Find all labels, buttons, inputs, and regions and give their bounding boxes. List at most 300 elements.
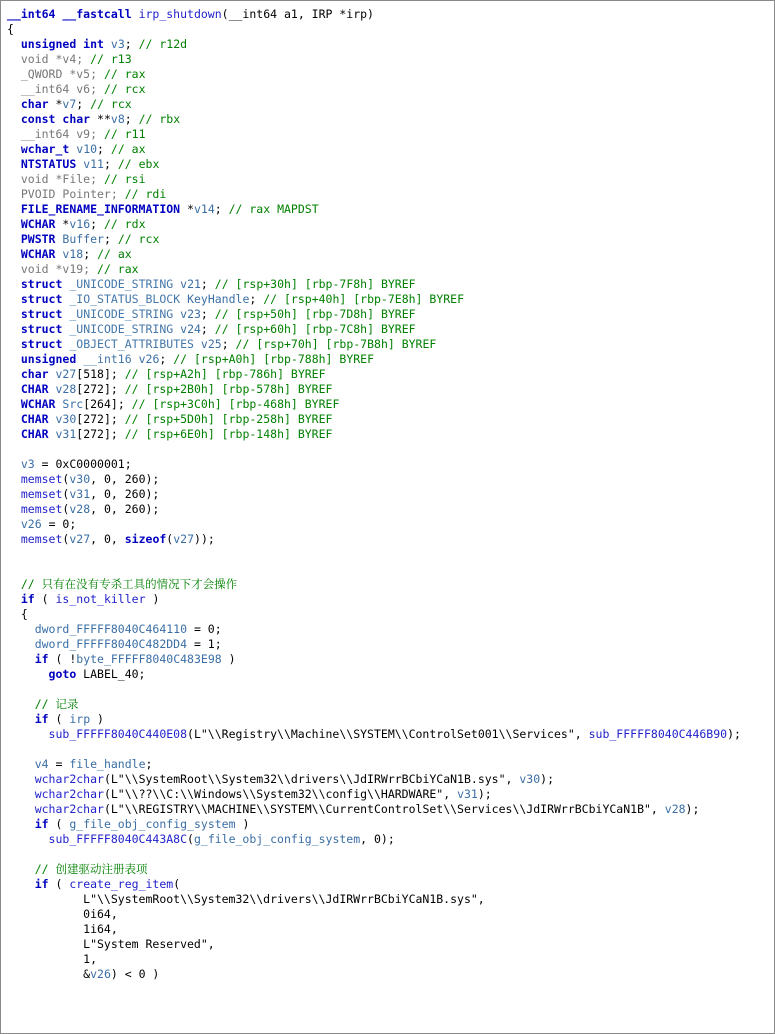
code-token xyxy=(7,622,35,636)
code-token: void * xyxy=(7,172,63,186)
code-token: ; xyxy=(110,187,125,201)
code-token xyxy=(7,877,35,891)
pseudocode-text xyxy=(7,7,770,982)
code-token: ( xyxy=(62,472,70,486)
code-token: // ax xyxy=(97,247,132,261)
code-token: irp_shutdown xyxy=(138,7,222,21)
code-token: struct xyxy=(20,322,63,336)
code-token: v30 xyxy=(519,772,541,786)
code-token: // 记录 xyxy=(34,697,79,711)
code-token: ; xyxy=(76,97,91,111)
code-line xyxy=(7,877,770,892)
code-token xyxy=(7,487,21,501)
code-token: memset xyxy=(20,532,63,546)
code-token: ); xyxy=(477,787,492,801)
code-token: ; xyxy=(103,157,118,171)
code-token: v9 xyxy=(76,127,91,141)
code-token: ; xyxy=(200,322,215,336)
code-token: = 0; xyxy=(187,622,222,636)
code-token: // [rsp+50h] [rbp-7D8h] BYREF xyxy=(214,307,416,321)
code-token: v31 xyxy=(457,787,478,801)
code-token: PWSTR xyxy=(20,232,56,246)
code-token: [264]; xyxy=(83,397,132,411)
code-token: if xyxy=(34,877,49,891)
code-token: ; xyxy=(200,277,215,291)
code-token: void * xyxy=(7,262,63,276)
code-token xyxy=(7,802,35,816)
code-token: sub_FFFFF8040C443A8C xyxy=(48,832,188,846)
code-token: wchar_t xyxy=(20,142,70,156)
code-token: ; xyxy=(221,337,236,351)
code-token xyxy=(7,772,35,786)
code-token: memset xyxy=(20,472,63,486)
code-token: unsigned int xyxy=(20,37,104,51)
code-token: Buffer xyxy=(62,232,104,246)
code-token: , 0, 260); xyxy=(90,502,160,516)
code-token: *v5 xyxy=(69,67,91,81)
code-line xyxy=(7,712,770,727)
code-token: v27 xyxy=(173,532,195,546)
code-token xyxy=(7,202,21,216)
code-line xyxy=(7,232,770,247)
code-token: , 0, 260); xyxy=(90,487,160,501)
code-token xyxy=(7,352,21,366)
code-line xyxy=(7,607,770,622)
code-token: WCHAR xyxy=(20,247,56,261)
code-line xyxy=(7,757,770,772)
code-line xyxy=(7,952,770,967)
code-line xyxy=(7,172,770,187)
code-token: ) xyxy=(145,592,160,606)
code-token: ; xyxy=(76,52,91,66)
code-line xyxy=(7,517,770,532)
code-token: goto xyxy=(48,667,77,681)
code-token: ; xyxy=(90,172,104,186)
code-token: ; xyxy=(90,217,104,231)
code-token: // [rsp+A0h] [rbp-788h] BYREF xyxy=(173,352,375,366)
code-line xyxy=(7,457,770,472)
code-token: // [rsp+5D0h] [rbp-258h] BYREF xyxy=(124,412,333,426)
code-line xyxy=(7,397,770,412)
code-token: sizeof xyxy=(124,532,167,546)
code-line xyxy=(7,697,770,712)
code-token: if xyxy=(34,652,49,666)
code-line xyxy=(7,112,770,127)
code-token: // [rsp+2B0h] [rbp-578h] BYREF xyxy=(124,382,333,396)
code-token: , 0); xyxy=(360,832,395,846)
code-token: // rax xyxy=(97,262,139,276)
code-token xyxy=(7,472,21,486)
code-token: WCHAR xyxy=(20,217,56,231)
code-token: ); xyxy=(540,772,555,786)
code-token: const char xyxy=(20,112,91,126)
code-token: memset xyxy=(20,487,63,501)
code-token: wchar2char xyxy=(34,772,104,786)
code-token xyxy=(49,382,56,396)
code-token: ( xyxy=(187,832,194,846)
code-line xyxy=(7,667,770,682)
code-token: ( xyxy=(48,877,70,891)
code-token: sub_FFFFF8040C446B90 xyxy=(588,727,728,741)
code-token: // [rsp+70h] [rbp-7B8h] BYREF xyxy=(235,337,437,351)
code-token xyxy=(7,412,21,426)
code-token: v26 xyxy=(138,352,160,366)
code-token: L"System Reserved", xyxy=(7,937,215,951)
code-token: // rcx xyxy=(90,97,132,111)
code-line xyxy=(7,472,770,487)
code-token xyxy=(7,712,35,726)
code-token: char xyxy=(20,367,49,381)
code-token: ; xyxy=(103,232,118,246)
code-token: file_handle xyxy=(69,757,146,771)
code-token: v24 xyxy=(180,322,201,336)
code-line xyxy=(7,367,770,382)
code-token: NTSTATUS xyxy=(20,157,77,171)
code-line xyxy=(7,22,770,37)
code-token: & xyxy=(7,967,91,981)
code-token: File xyxy=(62,172,91,186)
code-token: // [rsp+6E0h] [rbp-148h] BYREF xyxy=(124,427,333,441)
code-token: unsigned xyxy=(20,352,77,366)
code-token xyxy=(49,412,56,426)
code-token: ( xyxy=(48,817,70,831)
code-token xyxy=(7,427,21,441)
code-token: v7 xyxy=(62,97,77,111)
code-line xyxy=(7,217,770,232)
code-token: )); xyxy=(194,532,215,546)
code-token: memset xyxy=(20,502,63,516)
code-token: v27 xyxy=(69,532,91,546)
code-token: v28 xyxy=(664,802,686,816)
code-token xyxy=(7,37,21,51)
code-token xyxy=(7,142,21,156)
code-token: v30 xyxy=(69,472,91,486)
code-token: v16 xyxy=(69,217,91,231)
code-line xyxy=(7,832,770,847)
code-token: * xyxy=(180,202,194,216)
code-line xyxy=(7,772,770,787)
code-token xyxy=(7,217,21,231)
code-token: [272]; xyxy=(76,412,125,426)
code-line xyxy=(7,52,770,67)
code-token: ; xyxy=(83,262,98,276)
code-token xyxy=(132,352,139,366)
code-token: ) xyxy=(221,652,236,666)
code-token: wchar2char xyxy=(34,787,104,801)
code-line xyxy=(7,247,770,262)
code-token xyxy=(7,532,21,546)
code-token: if xyxy=(20,592,35,606)
code-token xyxy=(7,322,21,336)
code-token: _UNICODE_STRING xyxy=(69,322,174,336)
code-token: // [rsp+60h] [rbp-7C8h] BYREF xyxy=(214,322,416,336)
code-token: L"\\SystemRoot\\System32\\drivers\\JdIRWrrBCbiYCaN1B.sys", xyxy=(7,892,485,906)
code-token: (__int64 a1, IRP *irp) xyxy=(221,7,374,21)
code-token: ** xyxy=(90,112,111,126)
code-token xyxy=(7,787,35,801)
code-token xyxy=(7,592,21,606)
code-token: ); xyxy=(727,727,741,741)
code-line xyxy=(7,637,770,652)
code-token: (L"\\REGISTRY\\MACHINE\\SYSTEM\\CurrentControlSet\\Services\\JdIRWrrBCbiYCaN1B", xyxy=(103,802,665,816)
code-token xyxy=(7,367,21,381)
code-token: ; xyxy=(97,142,111,156)
code-token: ; xyxy=(90,127,104,141)
code-token xyxy=(7,862,35,876)
code-line xyxy=(7,412,770,427)
code-token: ( xyxy=(62,532,70,546)
code-token: void * xyxy=(7,52,63,66)
code-token: v3 xyxy=(110,37,125,51)
code-token: v30 xyxy=(55,412,77,426)
code-line xyxy=(7,7,770,22)
code-token xyxy=(7,232,21,246)
code-token xyxy=(7,667,49,681)
code-token: // rcx xyxy=(103,82,146,96)
code-token: ); xyxy=(685,802,700,816)
code-line xyxy=(7,817,770,832)
code-token: LABEL_40; xyxy=(76,667,146,681)
code-line xyxy=(7,652,770,667)
code-token: = 1; xyxy=(187,637,222,651)
code-token: ) xyxy=(235,817,250,831)
code-token: sub_FFFFF8040C440E08 xyxy=(48,727,188,741)
code-line xyxy=(7,682,770,697)
code-token: { xyxy=(7,607,28,621)
code-token: v8 xyxy=(110,112,125,126)
code-line xyxy=(7,922,770,937)
code-token: char xyxy=(20,97,49,111)
code-token xyxy=(7,577,21,591)
code-token: // ax xyxy=(110,142,146,156)
code-token: = 0xC0000001; xyxy=(34,457,132,471)
code-token xyxy=(7,292,21,306)
code-token: ) xyxy=(90,712,104,726)
code-token: // r13 xyxy=(90,52,132,66)
code-token: (L"\\??\\C:\\Windows\\System32\\config\\HARDWARE", xyxy=(103,787,458,801)
code-token: * xyxy=(55,217,70,231)
code-line xyxy=(7,262,770,277)
code-line xyxy=(7,787,770,802)
code-token: v28 xyxy=(69,502,91,516)
code-token: v26 xyxy=(90,967,111,981)
code-line xyxy=(7,967,770,982)
code-token: // [rsp+40h] [rbp-7E8h] BYREF xyxy=(263,292,465,306)
code-token: // rax xyxy=(103,67,146,81)
code-token: PVOID xyxy=(7,187,63,201)
code-line xyxy=(7,562,770,577)
code-token xyxy=(7,637,35,651)
code-token: is_not_killer xyxy=(55,592,146,606)
code-token xyxy=(194,337,201,351)
code-line xyxy=(7,277,770,292)
code-token xyxy=(104,37,111,51)
code-token xyxy=(7,397,21,411)
code-token: // rsi xyxy=(103,172,146,186)
code-line xyxy=(7,37,770,52)
code-token xyxy=(7,727,49,741)
code-token: __int64 xyxy=(7,82,77,96)
code-token: v6 xyxy=(76,82,91,96)
code-token xyxy=(7,832,49,846)
code-token: v10 xyxy=(76,142,98,156)
code-line xyxy=(7,127,770,142)
code-token: ; xyxy=(90,67,104,81)
code-token xyxy=(7,157,21,171)
code-line xyxy=(7,157,770,172)
code-line xyxy=(7,292,770,307)
code-token: * xyxy=(48,97,63,111)
code-token: // ebx xyxy=(117,157,160,171)
code-line xyxy=(7,802,770,817)
code-line xyxy=(7,67,770,82)
code-line xyxy=(7,532,770,547)
code-line xyxy=(7,142,770,157)
code-token: // [rsp+3C0h] [rbp-468h] BYREF xyxy=(131,397,340,411)
code-token: // r11 xyxy=(103,127,146,141)
code-line xyxy=(7,187,770,202)
code-line xyxy=(7,892,770,907)
code-line xyxy=(7,502,770,517)
code-token xyxy=(7,247,21,261)
code-token: CHAR xyxy=(20,427,49,441)
code-token: (L"\\SystemRoot\\System32\\drivers\\JdIRWrrBCbiYCaN1B.sys", xyxy=(103,772,520,786)
code-token: _OBJECT_ATTRIBUTES xyxy=(69,337,194,351)
code-token: g_file_obj_config_system xyxy=(69,817,236,831)
code-token: v4 xyxy=(34,757,49,771)
code-token: = xyxy=(48,757,70,771)
code-token: FILE_RENAME_INFORMATION xyxy=(20,202,181,216)
code-token: // r12d xyxy=(138,37,188,51)
code-line xyxy=(7,82,770,97)
code-token: ( xyxy=(173,877,181,891)
code-token: v25 xyxy=(200,337,222,351)
code-token: ; xyxy=(249,292,264,306)
code-line xyxy=(7,487,770,502)
code-line xyxy=(7,427,770,442)
code-token xyxy=(7,382,21,396)
code-line xyxy=(7,322,770,337)
code-token: // rdi xyxy=(124,187,167,201)
code-token: ; xyxy=(124,112,139,126)
code-token xyxy=(7,307,21,321)
code-token: KeyHandle xyxy=(187,292,250,306)
code-token: v31 xyxy=(69,487,91,501)
code-token: v31 xyxy=(55,427,77,441)
code-token: // rax MAPDST xyxy=(228,202,319,216)
code-token xyxy=(7,337,21,351)
code-token: wchar2char xyxy=(34,802,104,816)
code-token: v19 xyxy=(62,262,84,276)
code-token xyxy=(49,427,56,441)
code-token: ; xyxy=(159,352,174,366)
code-token: ; xyxy=(145,757,153,771)
code-token: _UNICODE_STRING xyxy=(69,277,174,291)
code-line xyxy=(7,352,770,367)
code-token xyxy=(7,457,21,471)
code-token: if xyxy=(34,712,49,726)
code-line xyxy=(7,592,770,607)
code-token: v27 xyxy=(55,367,77,381)
code-token: WCHAR xyxy=(20,397,56,411)
code-token: (L"\\Registry\\Machine\\SYSTEM\\ControlSet001\\Services", xyxy=(187,727,589,741)
code-token: // [rsp+30h] [rbp-7F8h] BYREF xyxy=(214,277,416,291)
code-token: v3 xyxy=(20,457,35,471)
code-line xyxy=(7,577,770,592)
code-token: ( xyxy=(48,712,70,726)
code-token: 0i64, xyxy=(7,907,118,921)
code-token: __int64 __fastcall xyxy=(7,7,139,21)
code-token: CHAR xyxy=(20,382,49,396)
code-line xyxy=(7,307,770,322)
code-token: ( ! xyxy=(48,652,77,666)
code-token: v18 xyxy=(62,247,84,261)
code-token xyxy=(7,97,21,111)
code-token: struct xyxy=(20,307,63,321)
code-token: v14 xyxy=(193,202,215,216)
code-token xyxy=(7,502,21,516)
code-token: byte_FFFFF8040C483E98 xyxy=(76,652,222,666)
code-token: [518]; xyxy=(76,367,125,381)
code-token: CHAR xyxy=(20,412,49,426)
code-token: struct xyxy=(20,292,63,306)
code-token: g_file_obj_config_system xyxy=(193,832,361,846)
code-token: v26 xyxy=(20,517,42,531)
code-token: ; xyxy=(124,37,139,51)
code-token: // [rsp+A2h] [rbp-786h] BYREF xyxy=(124,367,326,381)
code-token: v4 xyxy=(62,52,77,66)
code-token: __int64 xyxy=(7,127,77,141)
code-token: _UNICODE_STRING xyxy=(69,307,174,321)
code-token: if xyxy=(34,817,49,831)
code-token: __int16 xyxy=(83,352,132,366)
code-token: ) < 0 ) xyxy=(110,967,160,981)
code-line xyxy=(7,847,770,862)
code-token: // rdx xyxy=(103,217,146,231)
code-token: ( xyxy=(62,487,70,501)
code-token: _IO_STATUS_BLOCK xyxy=(69,292,181,306)
code-line xyxy=(7,547,770,562)
code-token xyxy=(7,277,21,291)
code-token: create_reg_item xyxy=(69,877,174,891)
code-token: v23 xyxy=(180,307,201,321)
code-token: dword_FFFFF8040C482DD4 xyxy=(34,637,188,651)
code-token: ; xyxy=(200,307,215,321)
code-line xyxy=(7,862,770,877)
code-line xyxy=(7,97,770,112)
code-token: ( xyxy=(166,532,174,546)
code-token: { xyxy=(7,22,14,36)
code-line xyxy=(7,727,770,742)
code-token: ; xyxy=(90,82,104,96)
code-token: // 创建驱动注册表项 xyxy=(34,862,148,876)
code-token xyxy=(7,652,35,666)
code-token xyxy=(7,697,35,711)
code-token: ; xyxy=(83,247,98,261)
code-line xyxy=(7,742,770,757)
code-token: ( xyxy=(62,502,70,516)
code-token: v28 xyxy=(55,382,77,396)
code-token: Pointer xyxy=(62,187,111,201)
code-line xyxy=(7,202,770,217)
code-token: // rbx xyxy=(138,112,181,126)
code-token: irp xyxy=(69,712,91,726)
code-token: struct xyxy=(20,337,63,351)
code-token: ; xyxy=(214,202,229,216)
code-line xyxy=(7,337,770,352)
code-token: , 0, xyxy=(90,532,125,546)
code-token: v21 xyxy=(180,277,201,291)
